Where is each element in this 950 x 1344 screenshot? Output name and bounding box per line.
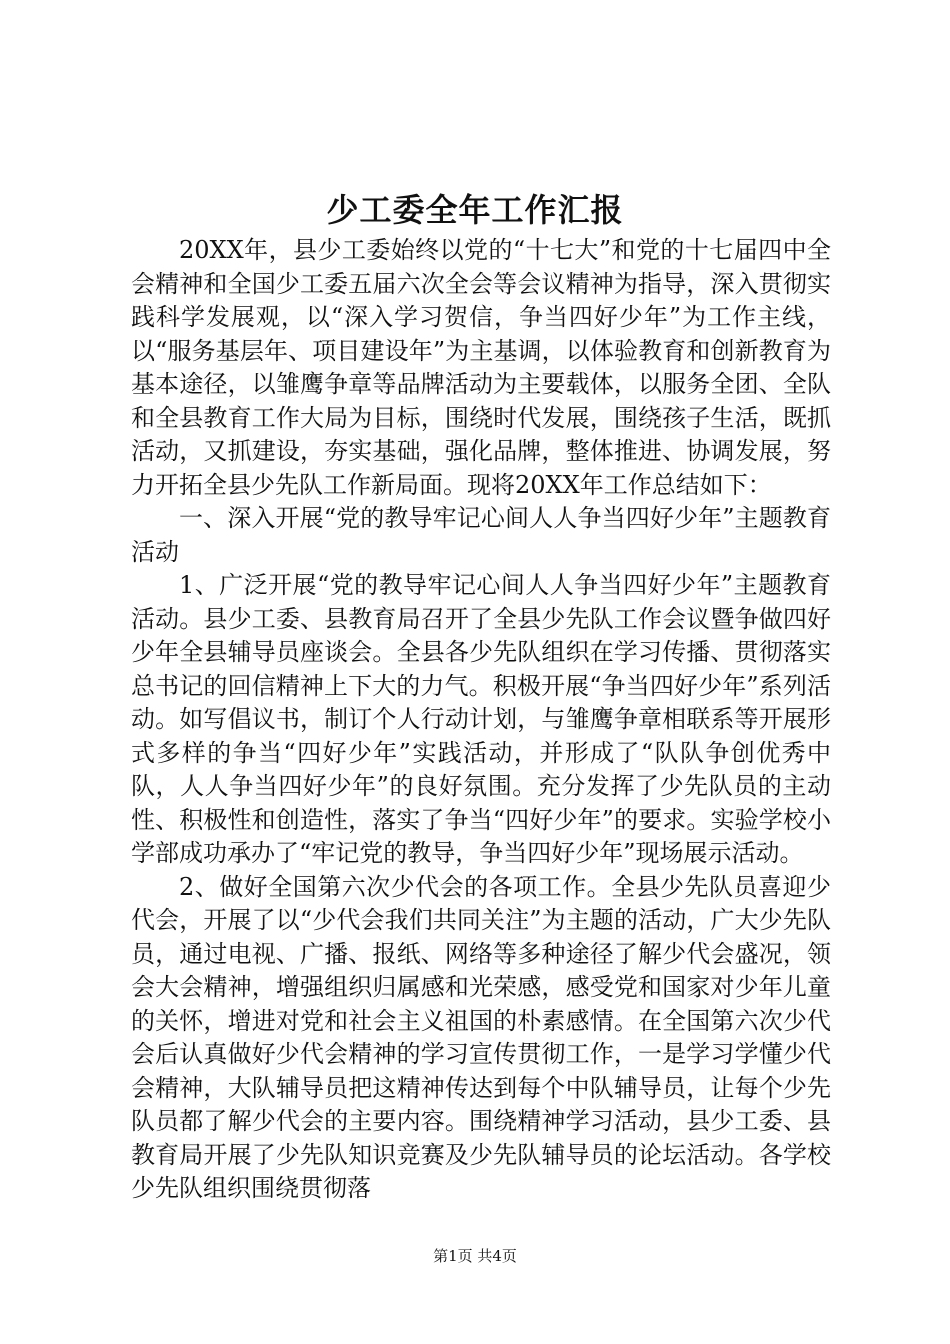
document-body [131, 234, 831, 1206]
page-number-footer: 第1页 共4页 [433, 1247, 517, 1265]
paragraph-intro: 20XX年，县少工委始终以党的“十七大”和党的十七届四中全会精神和全国少工委五届六次全会等会议精神为指导，深入贯彻实践科学发展观，以“深入学习贺信，争当四好少年”为工作主线，以“服务基层年、项目建设年”为主基调，以体验教育和创新教育为基本途径，以雏鹰争章等品牌活动为主要载体，以服务全团、全队和全县教育工作大局为目标，围绕时代发展，围绕孩子生活，既抓活动，又抓建设，夯实基础，强化品牌，整体推进、协调发展，努力开拓全县少先队工作新局面。现将20XX年工作总结如下： [131, 236, 831, 499]
paragraph-item-2: 2、做好全国第六次少代会的各项工作。全县少先队员喜迎少代会，开展了以“少代会我们共同关注”为主题的活动，广大少先队员，通过电视、广播、报纸、网络等多种途径了解少代会盛况，领会大会精神，增强组织归属感和光荣感，感受党和国家对少年儿童的关怀，增进对党和社会主义祖国的朴素感情。在全国第六次少代会后认真做好少代会精神的学习宣传贯彻工作，一是学习学懂少代会精神，大队辅导员把这精神传达到每个中队辅导员，让每个少先队员都了解少代会的主要内容。围绕精神学习活动，县少工委、县教育局开展了少先队知识竞赛及少先队辅导员的论坛活动。各学校少先队组织围绕贯彻落 [131, 872, 831, 1202]
paragraph-item-1: 1、广泛开展“党的教导牢记心间人人争当四好少年”主题教育活动。县少工委、县教育局召开了全县少先队工作会议暨争做四好少年全县辅导员座谈会。全县各少先队组织在学习传播、贯彻落实总书记的回信精神上下大的力气。积极开展“争当四好少年”系列活动。如写倡议书，制订个人行动计划，与雏鹰争章相联系等开展形式多样的争当“四好少年”实践活动，并形成了“队队争创优秀中队，人人争当四好少年”的良好氛围。充分发挥了少先队员的主动性、积极性和创造性，落实了争当“四好少年”的要求。实验学校小学部成功承办了“牢记党的教导，争当四好少年”现场展示活动。 [131, 571, 831, 867]
document-title: 少工委全年工作汇报 [326, 191, 624, 229]
section-heading-1: 一、深入开展“党的教导牢记心间人人争当四好少年”主题教育活动 [131, 504, 831, 566]
